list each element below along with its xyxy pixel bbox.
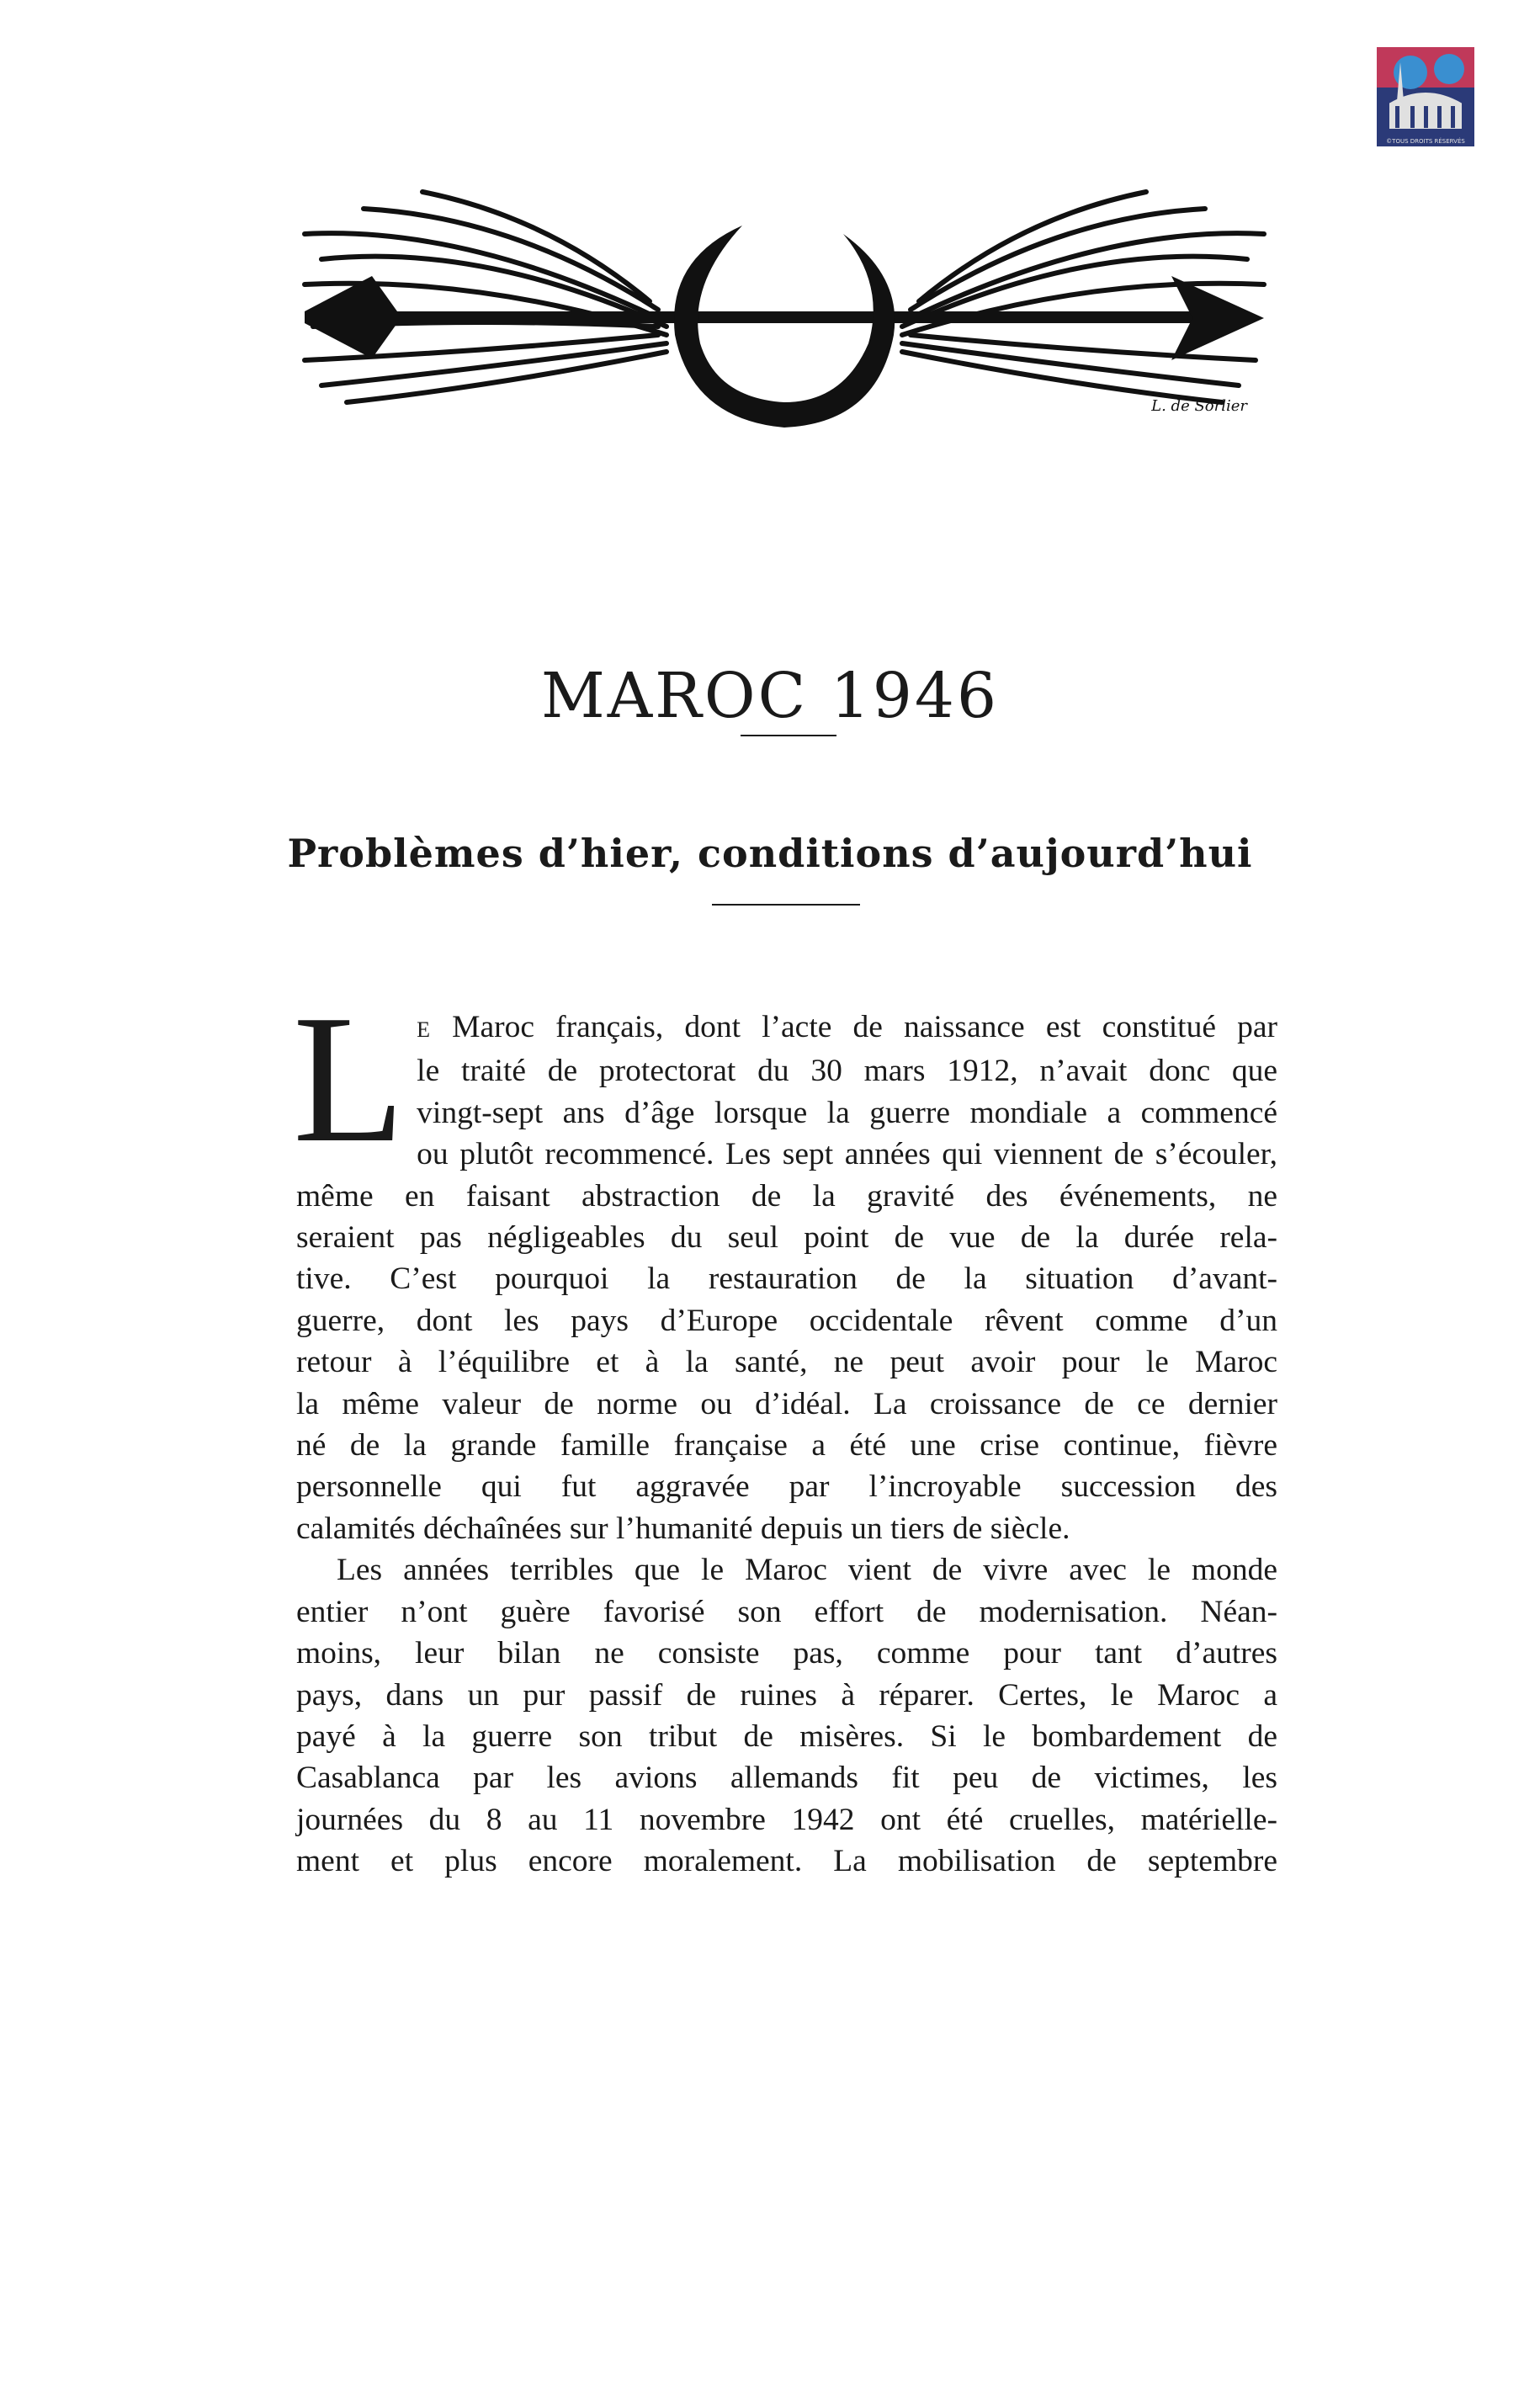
text-line: calamités déchaînées sur l’humanité depuis un tiers de siècle. <box>296 1511 1070 1546</box>
publisher-logo <box>1377 47 1474 146</box>
body-text <box>293 978 1277 1883</box>
ornament-signature: L. de Sorlier <box>1151 397 1247 415</box>
text-line: personnelle qui fut aggravée par l’incroyable succession des <box>296 1469 1277 1505</box>
text-line: moins, leur bilan ne consiste pas, comme pour tant d’autres <box>296 1636 1277 1671</box>
text-line: entier n’ont guère favorisé son effort de modernisation. Néan- <box>296 1594 1277 1629</box>
text-line: tive. C’est pourquoi la restauration de la situation d’avant- <box>296 1262 1277 1297</box>
small-cap-letter: E <box>417 1017 432 1042</box>
text-line: ment et plus encore moralement. La mobilisation de septembre <box>296 1844 1277 1879</box>
text-line: payé à la guerre son tribut de misères. Si le bombardement de <box>296 1718 1277 1754</box>
text-line: pays, dans un pur passif de ruines à réparer. Certes, le Maroc a <box>296 1677 1277 1713</box>
title-divider <box>741 735 836 736</box>
text-line: E Maroc français, dont l’acte de naissance est constitué par <box>417 1010 1277 1044</box>
paragraph-2 <box>296 1549 1277 1882</box>
logo-caption: ©TOUS DROITS RÉSERVÉS <box>1386 138 1465 145</box>
crescent-arrow-palm-icon <box>296 183 1276 436</box>
text-line: la même valeur de norme ou d’idéal. La croissance de ce dernier <box>296 1386 1277 1421</box>
text-line: journées du 8 au 11 novembre 1942 ont été cruelles, matérielle- <box>296 1802 1277 1837</box>
text-line: né de la grande famille française a été une crise continue, fièvre <box>296 1428 1277 1463</box>
paragraph-1 <box>293 978 1277 1549</box>
text-line: le traité de protectorat du 30 mars 1912, n’avait donc que <box>417 1054 1277 1089</box>
text-line: vingt-sept ans d’âge lorsque la guerre mondiale a commencé <box>417 1095 1277 1130</box>
text-line: Les années terribles que le Maroc vient de vivre avec le monde <box>337 1553 1277 1588</box>
page-title: MAROC 1946 <box>540 659 1000 732</box>
text-line: seraient pas négligeables du seul point de vue de la durée rela- <box>296 1220 1277 1256</box>
page-subtitle: Problèmes d’hier, conditions d’aujourd’hui <box>287 831 1253 877</box>
drop-cap: L <box>293 978 406 1181</box>
crescent-arrow-ornament <box>296 183 1276 436</box>
text-line: guerre, dont les pays d’Europe occidentale rêvent comme d’un <box>296 1303 1277 1338</box>
subtitle-divider <box>712 904 860 906</box>
text-line: retour à l’équilibre et à la santé, ne peut avoir pour le Maroc <box>296 1345 1277 1380</box>
text-line: Casablanca par les avions allemands fit peu de victimes, les <box>296 1761 1277 1796</box>
text-line: même en faisant abstraction de la gravité des événements, ne <box>296 1178 1277 1214</box>
text-line: ou plutôt recommencé. Les sept années qui viennent de s’écouler, <box>417 1137 1277 1172</box>
logo-emblem-icon <box>1377 47 1474 146</box>
